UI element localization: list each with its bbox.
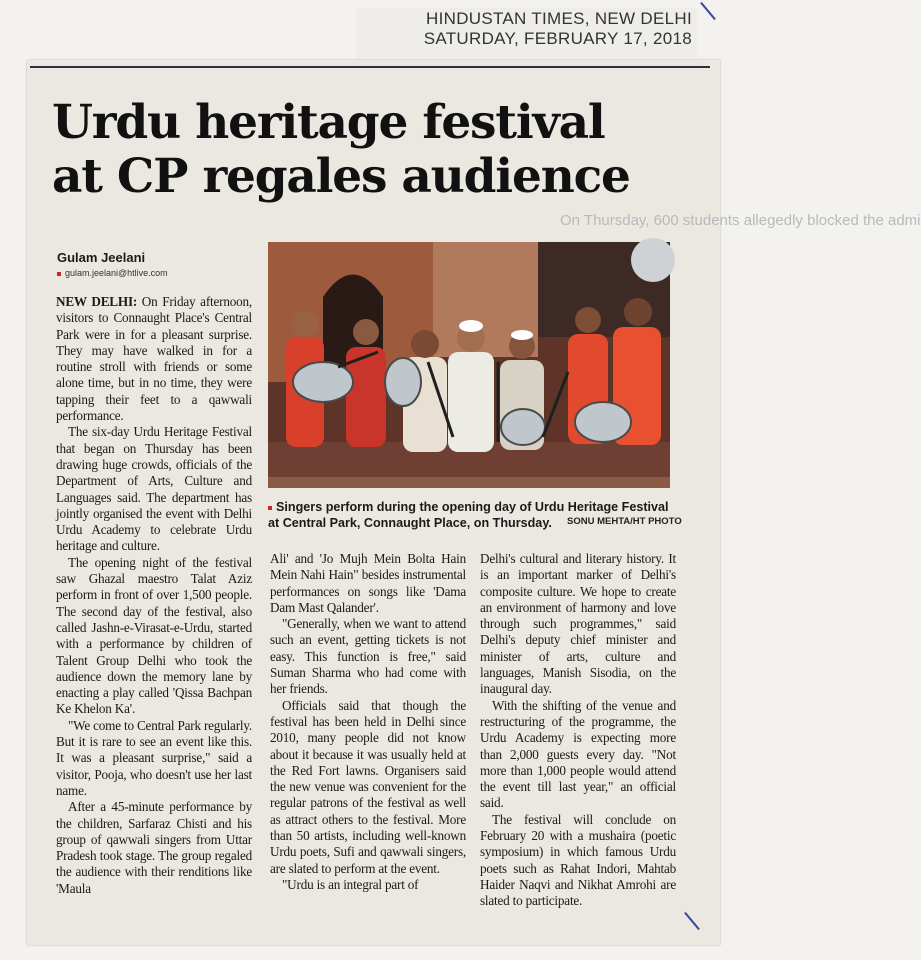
paragraph: Ali' and 'Jo Mujh Mein Bolta Hain Mein Nahi Hain" besides instrumental performances on songs like 'Dama Dam Mast Qalander'. [270, 551, 466, 615]
paragraph-text: On Friday afternoon, visitors to Connaught Place's Central Park were in for a pleasant surprise. They may have walked in for a routine stroll with friends or some alone time, but in no time, they were tapping their feet to a qawwali performance. [56, 294, 252, 424]
paragraph [56, 294, 252, 424]
caption-bullet-icon [268, 506, 272, 510]
paragraph: The opening night of the festival saw Ghazal maestro Talat Aziz perform in front of over 1,500 people. The second day of the festival, also called Jashn-e-Virasat-e-Urdu, started with a performance by children of Talent Group Delhi who took the audience down the memory lane by enacting a play called 'Qissa Bachpan Ke Khelon Ka'. [56, 554, 252, 717]
masthead-publication: HINDUSTAN TIMES, NEW DELHI [426, 9, 692, 28]
paragraph: After a 45-minute performance by the children, Sarfaraz Chisti and his group of qawwali singers from Uttar Pradesh took stage. The group regaled the audience with their renditions like 'Maula [56, 799, 252, 896]
column-3 [480, 551, 676, 910]
paragraph: The six-day Urdu Heritage Festival that began on Thursday has been drawing huge crowds, officials of the Department of Arts, Culture and Languages said. The department has jointly organised the event with Delhi Urdu Academy to celebrate Urdu heritage and culture. [56, 424, 252, 554]
qawwali-singers-illustration [268, 242, 670, 488]
paragraph: "Generally, when we want to attend such an event, getting tickets is not easy. This function is free," said Suman Sharma who had come with her friends. [270, 616, 466, 697]
column-2 [270, 551, 466, 893]
paragraph: Delhi's cultural and literary history. It is an important marker of Delhi's composite culture. We hope to create an environment of harmony and love through such programmes," said Delhi's deputy chief minister and minister of arts, culture and languages, Manish Sisodia, on the inaugural day. [480, 551, 676, 697]
paragraph: Officials said that though the festival has been held in Delhi since 2010, many people did not know about it because it was usually held at the Red Fort lawns. Organisers said the new venue was convenient for the regular patrons of the festival as well as attract others to the festival. More than 50 artists, including well-known Urdu poets, Sufi and qawwali singers, are slated to perform at the event. [270, 697, 466, 876]
bullet-icon [57, 272, 61, 276]
byline-email [57, 268, 168, 278]
corner-mark [700, 2, 716, 20]
paragraph: "Urdu is an integral part of [282, 876, 419, 892]
paragraph: The festival will conclude on February 20 with a mushaira (poetic symposium) in which famous Urdu poets such as Rahat Indori, Mahtab Haider Naqvi and Nikhat Amrohi are slated to participate. [480, 811, 676, 909]
headline [52, 96, 692, 204]
dateline: NEW DELHI: [56, 294, 138, 309]
column-1 [56, 294, 252, 897]
caption-text: Singers perform during the opening day of Urdu Heritage Festival at Central Park, Connaught Place, on Thursday. [268, 500, 669, 530]
photo-credit: SONU MEHTA/HT PHOTO [567, 516, 682, 527]
paragraph: "We come to Central Park regularly. But it is rare to see an event like this. It was a pleasant surprise," said a visitor, Pooja, who doesn't use her last name. [56, 717, 252, 798]
headline-line-1: Urdu heritage festival [52, 95, 605, 150]
email-text: gulam.jeelani@htlive.com [65, 268, 168, 278]
top-rule [30, 66, 710, 68]
byline-author: Gulam Jeelani [57, 250, 146, 265]
headline-line-2: at CP regales audience [52, 149, 630, 204]
paragraph: With the shifting of the venue and restructuring of the programme, the Urdu Academy is expecting more than 2,000 guests every day. "Not more than 1,000 people would attend the event till last year," an official said. [480, 697, 676, 811]
masthead-date: SATURDAY, FEBRUARY 17, 2018 [423, 29, 692, 48]
masthead [424, 9, 692, 49]
bleed-through-text: On Thursday, 600 students allegedly blocked the admi [560, 212, 921, 229]
news-photo [268, 242, 670, 488]
